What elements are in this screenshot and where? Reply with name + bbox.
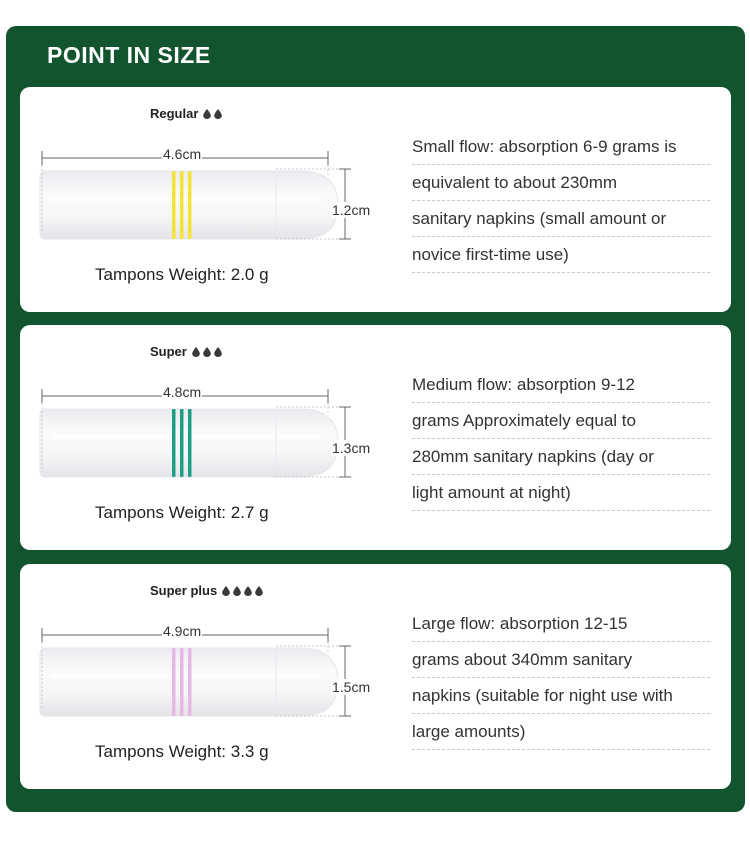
description-line: Small flow: absorption 6-9 grams is (412, 129, 710, 165)
size-card-super-plus (20, 564, 731, 789)
description-line: Large flow: absorption 12-15 (412, 606, 710, 642)
width-label: 1.2cm (332, 202, 371, 218)
tampon-stripe (188, 171, 192, 239)
tampon-stripe (188, 409, 192, 477)
size-name-label: Super plus (150, 583, 218, 598)
weight-label: Tampons Weight: 2.0 g (95, 265, 269, 284)
length-label: 4.8cm (163, 384, 202, 400)
tampon-stripe (180, 648, 184, 716)
description-line: equivalent to about 230mm (412, 165, 710, 201)
description-line: grams about 340mm sanitary (412, 642, 710, 678)
description (412, 129, 710, 273)
description-line: Medium flow: absorption 9-12 (412, 367, 710, 403)
tampon-stripe (172, 409, 176, 477)
tampon-stripe (180, 171, 184, 239)
description-line: 280mm sanitary napkins (day or (412, 439, 710, 475)
description (412, 606, 710, 750)
tampon-stripe (188, 648, 192, 716)
length-label: 4.6cm (163, 146, 202, 162)
size-name-label: Regular (150, 106, 199, 121)
size-panel (6, 26, 745, 812)
description-line: grams Approximately equal to (412, 403, 710, 439)
size-card-regular (20, 87, 731, 312)
description (412, 367, 710, 511)
description-line: napkins (suitable for night use with (412, 678, 710, 714)
width-label: 1.5cm (332, 679, 371, 695)
page-title: POINT IN SIZE (47, 42, 211, 68)
size-card-super (20, 325, 731, 550)
tampon-stripe (172, 171, 176, 239)
weight-label: Tampons Weight: 2.7 g (95, 503, 269, 522)
tampon-stripe (180, 409, 184, 477)
size-name-label: Super (150, 344, 187, 359)
weight-label: Tampons Weight: 3.3 g (95, 742, 269, 761)
description-line: light amount at night) (412, 475, 710, 511)
description-line: novice first-time use) (412, 237, 710, 273)
length-label: 4.9cm (163, 623, 202, 639)
description-line: large amounts) (412, 714, 710, 750)
tampon-stripe (172, 648, 176, 716)
width-label: 1.3cm (332, 440, 371, 456)
description-line: sanitary napkins (small amount or (412, 201, 710, 237)
